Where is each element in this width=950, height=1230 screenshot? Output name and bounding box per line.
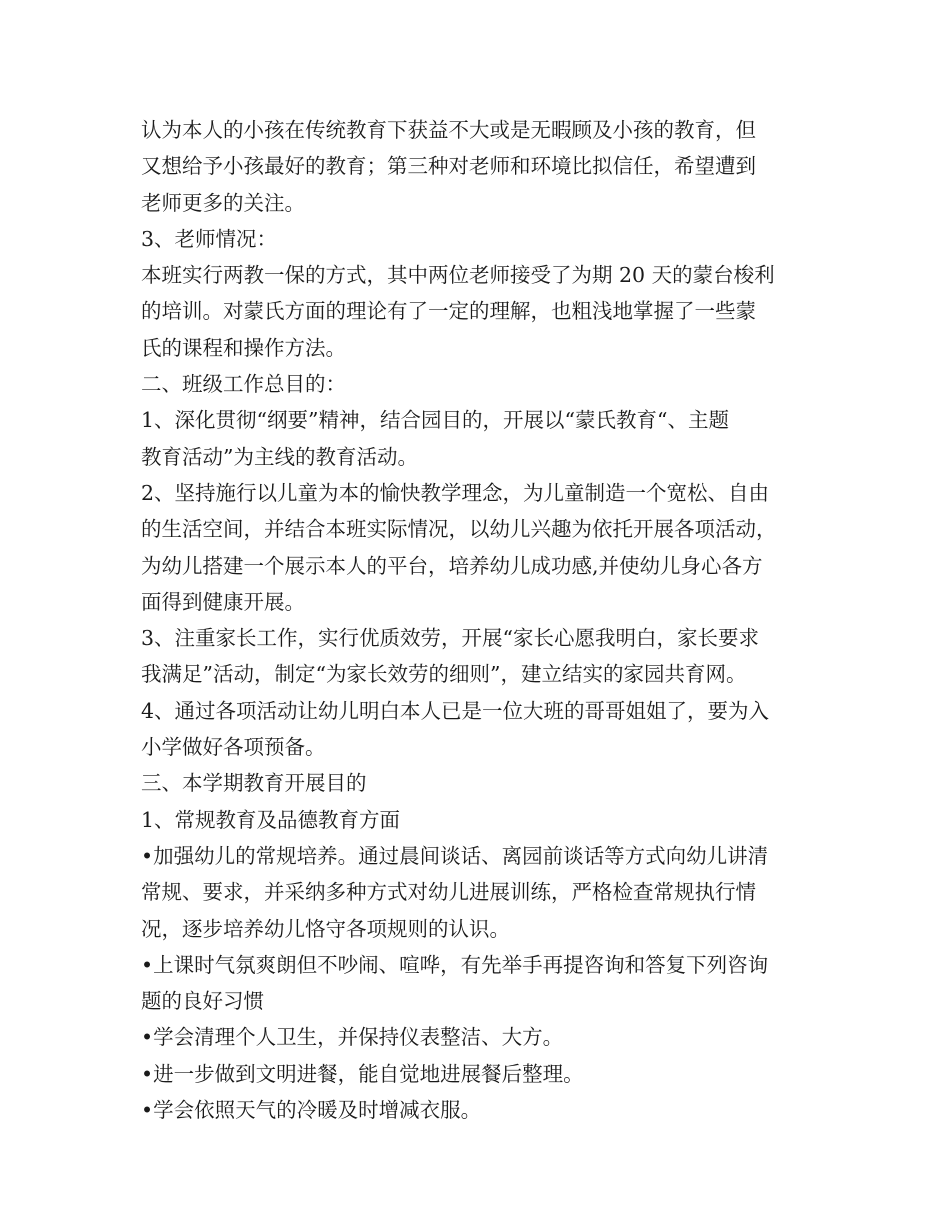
text-line: 4、通过各项活动让幼儿明白本人已是一位大班的哥哥姐姐了，要为入 (141, 698, 770, 723)
text-line: 3、注重家长工作，实行优质效劳，开展“家长心愿我明白，家长要求 (141, 626, 760, 651)
text-line: 题的良好习惯 (141, 989, 264, 1014)
section-heading: 二、班级工作总目的： (141, 372, 346, 397)
document-body (141, 112, 821, 1128)
text-line: 又想给予小孩最好的教育；第三种对老师和环境比拟信任，希望遭到 (141, 154, 756, 179)
text-line: 本班实行两教一保的方式，其中两位老师接受了为期 20 天的蒙台梭利 (141, 263, 775, 288)
text-line: 的生活空间，并结合本班实际情况，以幼儿兴趣为依托开展各项活动， (141, 517, 777, 542)
text-line: 2、坚持施行以儿童为本的愉快教学理念，为儿童制造一个宽松、自由 (141, 480, 770, 505)
text-line: 教育活动”为主线的教育活动。 (141, 444, 418, 469)
bullet-line: •加强幼儿的常规培养。通过晨间谈话、离园前谈话等方式向幼儿讲清 (141, 843, 769, 868)
bullet-line: •学会依照天气的冷暖及时增减衣服。 (141, 1098, 482, 1123)
text-line: 小学做好各项预备。 (141, 735, 326, 760)
bullet-line: •上课时气氛爽朗但不吵闹、喧哗，有先举手再提咨询和答复下列咨询 (141, 952, 769, 977)
text-line: 1、深化贯彻“纲要”精神，结合园目的，开展以“蒙氏教育“、主题 (141, 408, 729, 433)
subsection-heading: 1、常规教育及品德教育方面 (141, 807, 401, 832)
section-heading: 三、本学期教育开展目的 (141, 771, 367, 796)
bullet-line: •进一步做到文明进餐，能自觉地进展餐后整理。 (141, 1061, 584, 1086)
text-line: 认为本人的小孩在传统教育下获益不大或是无暇顾及小孩的教育，但 (141, 118, 756, 142)
text-line: 面得到健康开展。 (141, 589, 305, 614)
text-line: 常规、要求，并采纳多种方式对幼儿进展训练，严格检查常规执行情 (141, 880, 756, 905)
section-heading: 3、老师情况： (141, 226, 278, 251)
text-line: 氏的课程和操作方法。 (141, 335, 346, 360)
text-line: 老师更多的关注。 (141, 190, 305, 215)
text-line: 的培训。对蒙氏方面的理论有了一定的理解，也粗浅地掌握了一些蒙 (141, 299, 756, 324)
text-line: 我满足”活动，制定“为家长效劳的细则”，建立结实的家园共育网。 (141, 662, 747, 687)
bullet-line: •学会清理个人卫生，并保持仪表整洁、大方。 (141, 1025, 564, 1050)
text-line: 为幼儿搭建一个展示本人的平台，培养幼儿成功感,并使幼儿身心各方 (141, 553, 763, 578)
text-line: 况，逐步培养幼儿恪守各项规则的认识。 (141, 916, 510, 941)
